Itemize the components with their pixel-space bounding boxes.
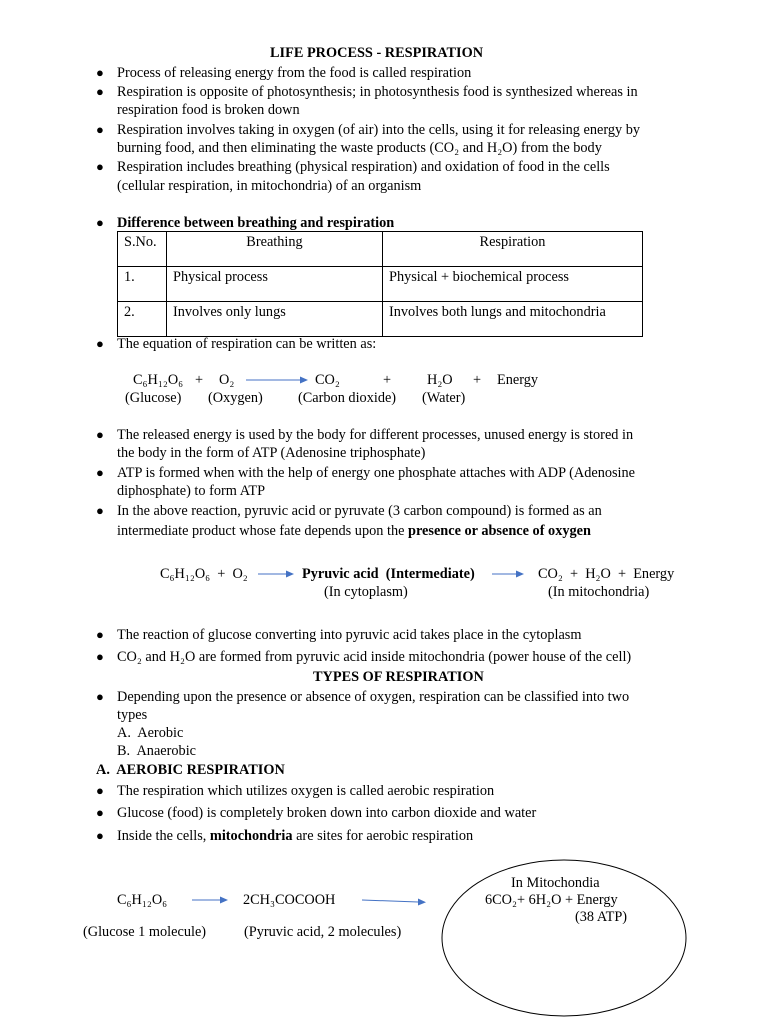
arrow-right-icon [246,374,308,386]
page-title: LIFE PROCESS - RESPIRATION [270,45,484,61]
bullet-text: Process of releasing energy from the food is called respiration [117,65,472,81]
table-header-cell: Breathing [167,232,383,267]
bullet-text: The released energy is used by the body for different processes, unused energy is stored in [117,427,634,443]
eq1-plus: + [473,372,482,388]
eq3-label: (Pyruvic acid, 2 molecules) [244,924,402,940]
bullet-text-bold: mitochondria [209,828,293,844]
eq2-right: CO₂ + H₂O + Energy [538,566,675,582]
table-header-cell: Respiration [383,232,643,267]
bullet-icon: ● [96,805,104,820]
eq2-left: C₆H₁₂O₆ + O₂ [160,566,248,582]
eq2-label: (In mitochondria) [548,584,650,600]
bullet-icon: ● [96,427,104,442]
bullet-text: The reaction of glucose converting into pyruvic acid takes place in the cytoplasm [117,627,582,643]
table-cell: Involves both lungs and mitochondria [383,302,643,337]
bullet-icon: ● [96,465,104,480]
eq1-water: H₂O [427,372,453,388]
table-row [118,302,643,337]
table-row [118,267,643,302]
arrow-right-icon [192,894,228,906]
bullet-icon: ● [96,215,104,230]
bullet-text-bold: presence or absence of oxygen [408,523,591,539]
table-cell: Physical + biochemical process [383,267,643,302]
bullet-text: CO₂ and H₂O are formed from pyruvic acid inside mitochondria (power house of the cell) [117,649,632,665]
bullet-icon: ● [96,84,104,99]
bullet-text [117,522,591,541]
bullet-text: (cellular respiration, in mitochondria) of an organism [117,178,422,194]
bullet-text: the body in the form of ATP (Adenosine triphosphate) [117,445,426,461]
bullet-text-part: intermediate product whose fate depends upon the [117,523,409,539]
bullet-icon: ● [96,828,104,843]
section-heading: Difference between breathing and respiration [117,215,395,231]
eq3-pyruvic: 2CH₃COCOOH [243,892,336,908]
ellipse-text: (38 ATP) [575,909,628,925]
section-heading: TYPES OF RESPIRATION [313,669,484,685]
bullet-icon: ● [96,627,104,642]
bullet-text: Glucose (food) is completely broken down into carbon dioxide and water [117,805,537,821]
ellipse-text: 6CO₂+ 6H₂O + Energy [485,892,618,908]
eq1-label: (Glucose) [125,390,182,406]
eq1-plus: + [383,372,392,388]
bullet-text-part: Inside the cells, [117,828,210,844]
bullet-text [117,827,473,846]
table-header-row [118,232,643,267]
bullet-icon: ● [96,159,104,174]
arrow-right-icon [362,895,426,907]
eq2-label: (In cytoplasm) [324,584,408,600]
bullet-icon: ● [96,689,104,704]
eq1-label: (Oxygen) [208,390,263,406]
bullet-text: The respiration which utilizes oxygen is called aerobic respiration [117,783,495,799]
bullet-icon: ● [96,122,104,137]
table-cell: 2. [118,302,167,337]
table-cell: 1. [118,267,167,302]
bullet-text: The equation of respiration can be written as: [117,336,377,352]
bullet-text: Depending upon the presence or absence of oxygen, respiration can be classified into two [117,689,630,705]
bullet-text: burning food, and then eliminating the waste products (CO₂ and H₂O) from the body [117,140,602,156]
eq2-middle: Pyruvic acid (Intermediate) [302,566,475,582]
bullet-icon: ● [96,336,104,351]
eq3-glucose: C₆H₁₂O₆ [117,892,168,908]
list-item: B. Anaerobic [117,743,197,759]
table-header-cell: S.No. [118,232,167,267]
comparison-table [117,231,643,337]
bullet-text: respiration food is broken down [117,102,300,118]
bullet-icon: ● [96,65,104,80]
bullet-icon: ● [96,649,104,664]
eq3-label: (Glucose 1 molecule) [83,924,207,940]
eq1-energy: Energy [497,372,539,388]
bullet-text: Respiration is opposite of photosynthesis; in photosynthesis food is synthesized whereas in [117,84,638,100]
eq1-label: (Water) [422,390,466,406]
eq1-oxygen: O₂ [219,372,235,388]
table-cell: Involves only lungs [167,302,383,337]
table-cell: Physical process [167,267,383,302]
bullet-text: In the above reaction, pyruvic acid or pyruvate (3 carbon compound) is formed as an [117,503,602,519]
eq1-plus: + [195,372,204,388]
bullet-text: Respiration involves taking in oxygen (of air) into the cells, using it for releasing energy by [117,122,641,138]
eq1-glucose: C₆H₁₂O₆ [133,372,184,388]
bullet-text: types [117,707,148,723]
eq1-label: (Carbon dioxide) [298,390,397,406]
section-heading: A. AEROBIC RESPIRATION [96,762,285,778]
arrow-right-icon [492,568,524,580]
bullet-text-part: are sites for aerobic respiration [292,828,474,844]
list-item: A. Aerobic [117,725,184,741]
arrow-right-icon [258,568,294,580]
ellipse-text: In Mitochondia [511,875,600,891]
bullet-icon: ● [96,783,104,798]
bullet-text: Respiration includes breathing (physical respiration) and oxidation of food in the cells [117,159,610,175]
bullet-text: diphosphate) to form ATP [117,483,266,499]
bullet-text: ATP is formed when with the help of energy one phosphate attaches with ADP (Adenosine [117,465,636,481]
bullet-icon: ● [96,503,104,518]
eq1-co2: CO₂ [315,372,340,388]
